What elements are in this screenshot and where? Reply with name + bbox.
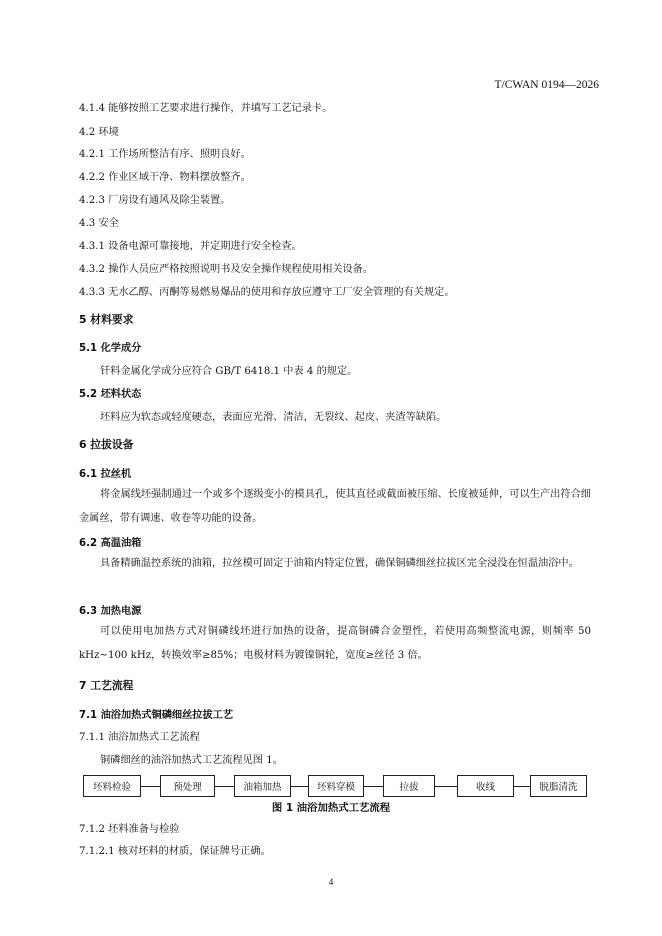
clause-4-2-2: 4.2.2 作业区域干净、物料摆放整齐。 xyxy=(79,172,251,183)
section-6-3-heading: 6.3 加热电源 xyxy=(79,606,142,617)
section-7-heading: 7 工艺流程 xyxy=(79,679,134,692)
clause-4-3-1: 4.3.1 设备电源可靠接地，并定期进行安全检查。 xyxy=(79,241,302,252)
section-7-1-1-heading: 7.1.1 油浴加热式工艺流程 xyxy=(79,732,200,743)
flow-connector xyxy=(141,786,160,787)
section-6-3-text: 可以使用电加热方式对铜磷线坯进行加热的设备，提高铜磷合金塑性，若使用高频整流电源，则频率 50 kHz~100 kHz，转换效率≥85%；电极材料为镀镍铜轮，宽度≥丝径 3 倍。 xyxy=(79,626,591,661)
flow-step-1: 坯料检验 xyxy=(83,775,141,797)
flow-step-6: 收线 xyxy=(457,775,514,797)
section-5-2-text: 坯料应为软态或轻度硬态，表面应光滑、清洁，无裂纹、起皮、夹渣等缺陷。 xyxy=(100,412,447,423)
section-6-2-text: 具备精确温控系统的油箱，拉丝模可固定于油箱内特定位置，确保铜磷细丝拉拔区完全浸没在恒温油浴中。 xyxy=(100,558,579,569)
section-6-2-heading: 6.2 高温油箱 xyxy=(79,538,142,549)
clause-4-2-heading: 4.2 环境 xyxy=(79,127,119,138)
section-5-2-heading: 5.2 坯料状态 xyxy=(79,389,142,400)
flow-step-2: 预处理 xyxy=(160,775,215,797)
page-number: 4 xyxy=(328,877,334,887)
flow-connector xyxy=(364,786,383,787)
flow-step-3: 油箱加热 xyxy=(234,775,291,797)
figure-caption: 图 1 油浴加热式工艺流程 xyxy=(271,802,391,814)
section-7-1-2-1: 7.1.2.1 核对坯料的材质，保证牌号正确。 xyxy=(79,846,271,857)
section-7-1-2-heading: 7.1.2 坯料准备与检验 xyxy=(79,824,180,835)
standard-code: T/CWAN 0194—2026 xyxy=(494,79,599,91)
section-5-1-heading: 5.1 化学成分 xyxy=(79,343,142,354)
section-7-1-1-text: 铜磷细丝的油浴加热式工艺流程见图 1。 xyxy=(100,755,283,766)
clause-4-3-2: 4.3.2 操作人员应严格按照说明书及安全操作规程使用相关设备。 xyxy=(79,264,374,275)
clause-4-1-4: 4.1.4 能够按照工艺要求进行操作，并填写工艺记录卡。 xyxy=(79,103,333,114)
section-5-heading: 5 材料要求 xyxy=(79,313,134,326)
section-7-1-heading: 7.1 油浴加热式铜磷细丝拉拔工艺 xyxy=(79,710,234,721)
flow-connector xyxy=(514,786,530,787)
flow-connector xyxy=(435,786,457,787)
clause-4-3-heading: 4.3 安全 xyxy=(79,218,119,229)
section-5-1-text: 钎料金属化学成分应符合 GB/T 6418.1 中表 4 的规定。 xyxy=(100,366,358,377)
flow-connector xyxy=(215,786,234,787)
section-6-1-text: 将金属线坯强制通过一个或多个逐级变小的模具孔，使其直径或截面被压缩、长度被延伸，可以生产出符合细金属丝，带有调速、收卷等功能的设备。 xyxy=(79,489,591,524)
clause-4-2-1: 4.2.1 工作场所整洁有序、照明良好。 xyxy=(79,149,251,160)
section-6-heading: 6 拉拔设备 xyxy=(79,438,134,451)
flow-step-5: 拉拔 xyxy=(383,775,435,797)
clause-4-3-3: 4.3.3 无水乙醇、丙酮等易燃易爆品的使用和存放应遵守工厂安全管理的有关规定。 xyxy=(79,287,455,298)
section-6-1-heading: 6.1 拉丝机 xyxy=(79,469,132,480)
clause-4-2-3: 4.2.3 厂房设有通风及除尘装置。 xyxy=(79,195,231,206)
flow-step-7: 脱脂清洗 xyxy=(530,775,587,797)
flow-step-4: 坯料穿模 xyxy=(308,775,364,797)
flow-connector xyxy=(291,786,308,787)
